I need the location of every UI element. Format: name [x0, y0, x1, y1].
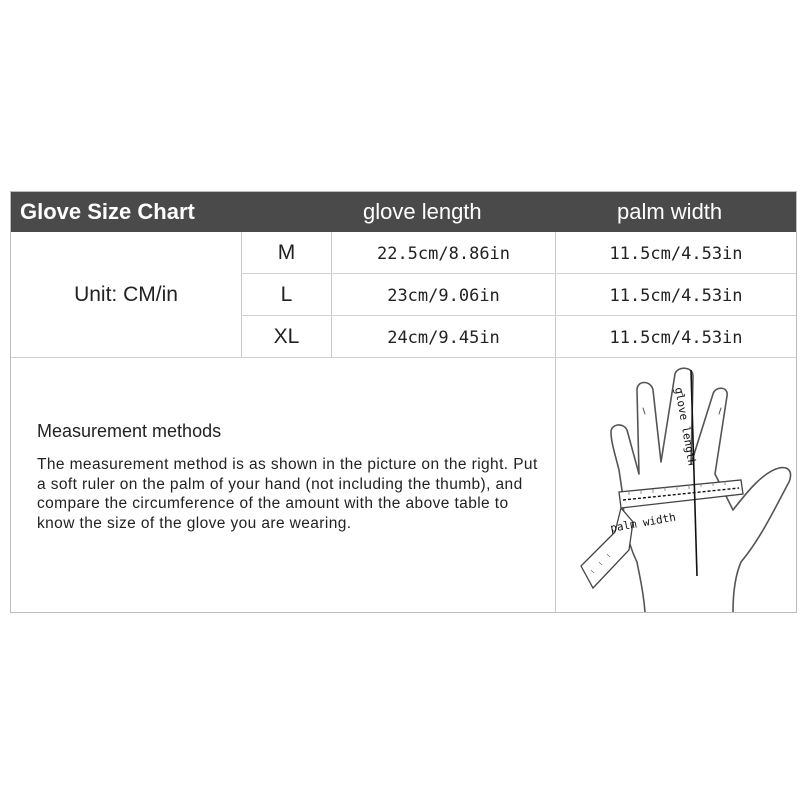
glove-length-cell: 22.5cm/8.86in — [376, 244, 511, 264]
glove-length-cell: 23cm/9.06in — [387, 286, 500, 306]
size-cell: XL — [273, 325, 300, 348]
palm-width-label: palm width — [609, 510, 677, 535]
size-cell: M — [277, 241, 296, 264]
chart-header — [11, 192, 796, 232]
measurement-title: Measurement methods — [37, 421, 222, 441]
size-cell: L — [280, 283, 293, 306]
measurement-text: The measurement method is as shown in the picture on the right. Put a soft ruler on the palm of your hand (not including the thumb), and compare the circumference of the amount with the above table to know the size of the glove you are wearing. — [37, 456, 538, 532]
unit-label: Unit: CM/in — [74, 283, 178, 306]
column-header-palm-width: palm width — [617, 199, 723, 224]
hand-measurement-icon — [557, 362, 797, 612]
chart-title: Glove Size Chart — [20, 199, 195, 224]
glove-length-label: glove length — [672, 386, 699, 467]
column-header-glove-length: glove length — [363, 199, 482, 224]
palm-width-cell: 11.5cm/4.53in — [609, 286, 743, 306]
palm-width-cell: 11.5cm/4.53in — [609, 244, 743, 264]
glove-length-cell: 24cm/9.45in — [387, 328, 500, 348]
glove-size-chart — [10, 191, 797, 613]
palm-width-cell: 11.5cm/4.53in — [609, 328, 743, 348]
